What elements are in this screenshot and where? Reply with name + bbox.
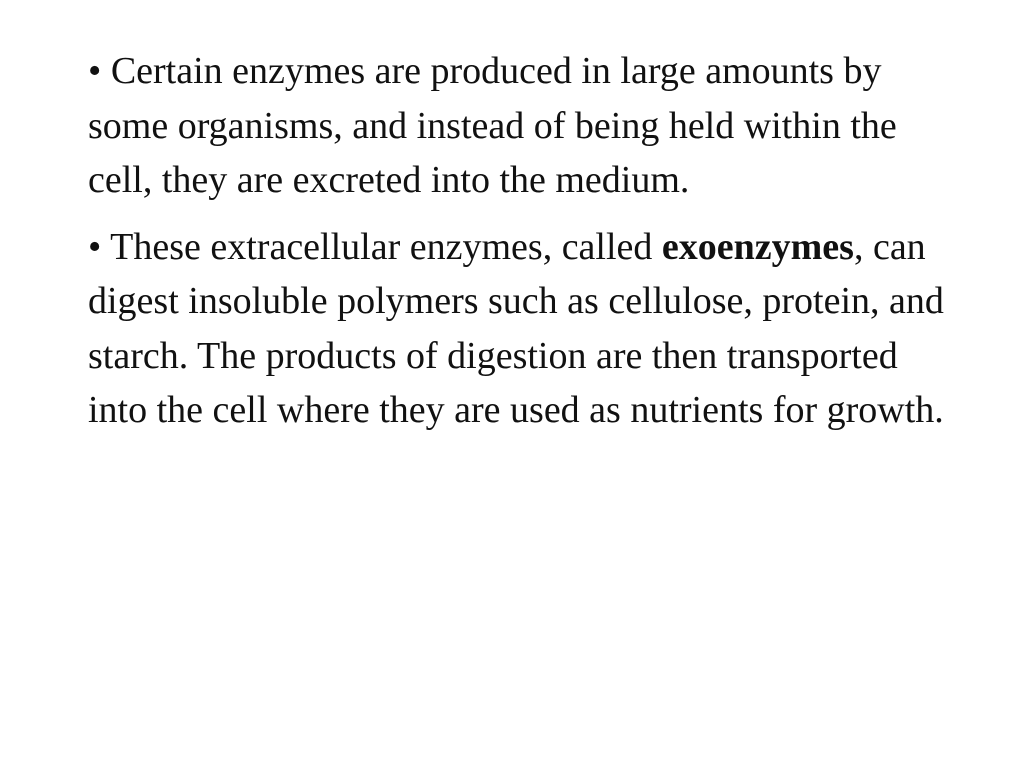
- slide-body: [88, 44, 948, 450]
- bullet-icon: •: [88, 225, 102, 268]
- paragraph-2-lead-text: These extracellular enzymes, called: [110, 225, 662, 268]
- bullet-paragraph-1: [88, 44, 948, 208]
- key-term-exoenzymes: exoenzymes: [661, 225, 854, 268]
- paragraph-1-text: Certain enzymes are produced in large amounts by some organisms, and instead of being held within the cell, they are excreted into the medium.: [88, 50, 897, 201]
- bullet-paragraph-2: [88, 220, 948, 438]
- bullet-icon: •: [88, 50, 102, 92]
- paragraph-2-rest-text: , can digest insoluble polymers such as cellulose, protein, and starch. The products of digestion are then transported into the cell where they are used as nutrients for growth.: [88, 225, 944, 431]
